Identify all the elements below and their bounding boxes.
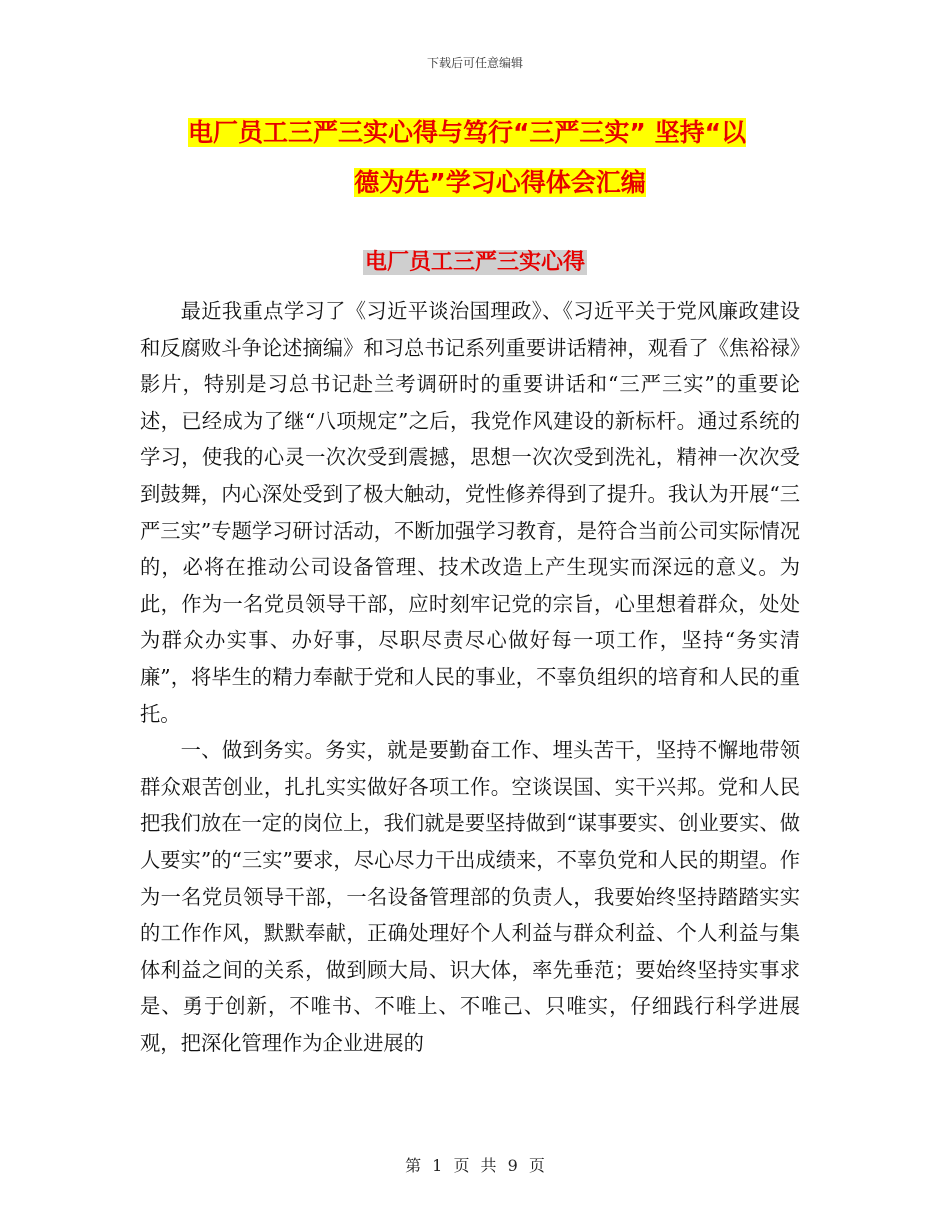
title-line-1: 电厂员工三严三实心得与笃行“三严三实” 坚持“以 [188, 118, 746, 147]
paragraph-intro: 最近我重点学习了《习近平谈治国理政》、《习近平关于党风廉政建设和反腐败斗争论述摘编》和习总书记系列重要讲话精神，观看了《焦裕禄》影片，特别是习总书记赴兰考调研时的重要讲话和“三严三实”的重要论述，已经成为了继“八项规定”之后，我党作风建设的新标杆。通过系统的学习，使我的心灵一次次受到震撼，思想一次次受到洗礼，精神一次次受到鼓舞，内心深处受到了极大触动，党性修养得到了提升。我认为开展“三严三实”专题学习研讨活动，不断加强学习教育，是符合当前公司实际情况的，必将在推动公司设备管理、技术改造上产生现实而深远的意义。为此，作为一名党员领导干部，应时刻牢记党的宗旨，心里想着群众，处处为群众办实事、办好事，尽职尽责尽心做好每一项工作，坚持“务实清廉”，将毕生的精力奉献于党和人民的事业，不辜负组织的培育和人民的重托。 [140, 299, 800, 726]
section-title-wrapper [0, 245, 950, 281]
section-title: 电厂员工三严三实心得 [364, 250, 585, 275]
title-line-2: 德为先”学习心得体会汇编 [354, 168, 646, 197]
document-title [180, 108, 820, 208]
page-footer: 第 1 页 共 9 页 [405, 1156, 545, 1175]
paragraph-practical: 一、做到务实。务实，就是要勤奋工作、埋头苦干，坚持不懈地带领群众艰苦创业，扎扎实实做好各项工作。空谈误国、实干兴邦。党和人民把我们放在一定的岗位上，我们就是要坚持做到“谋事要实、创业要实、做人要实”的“三实”要求，尽心尽力干出成绩来，不辜负党和人民的期望。作为一名党员领导干部，一名设备管理部的负责人，我要始终坚持踏踏实实的工作作风，默默奉献，正确处理好个人利益与群众利益、个人利益与集体利益之间的关系，做到顾大局、识大体，率先垂范；要始终坚持实事求是、勇于创新，不唯书、不唯上、不唯己、只唯实，仔细践行科学进展观，把深化管理作为企业进展的 [140, 738, 800, 1055]
header-note: 下载后可任意编辑 [426, 56, 523, 70]
body-text [140, 293, 800, 1061]
